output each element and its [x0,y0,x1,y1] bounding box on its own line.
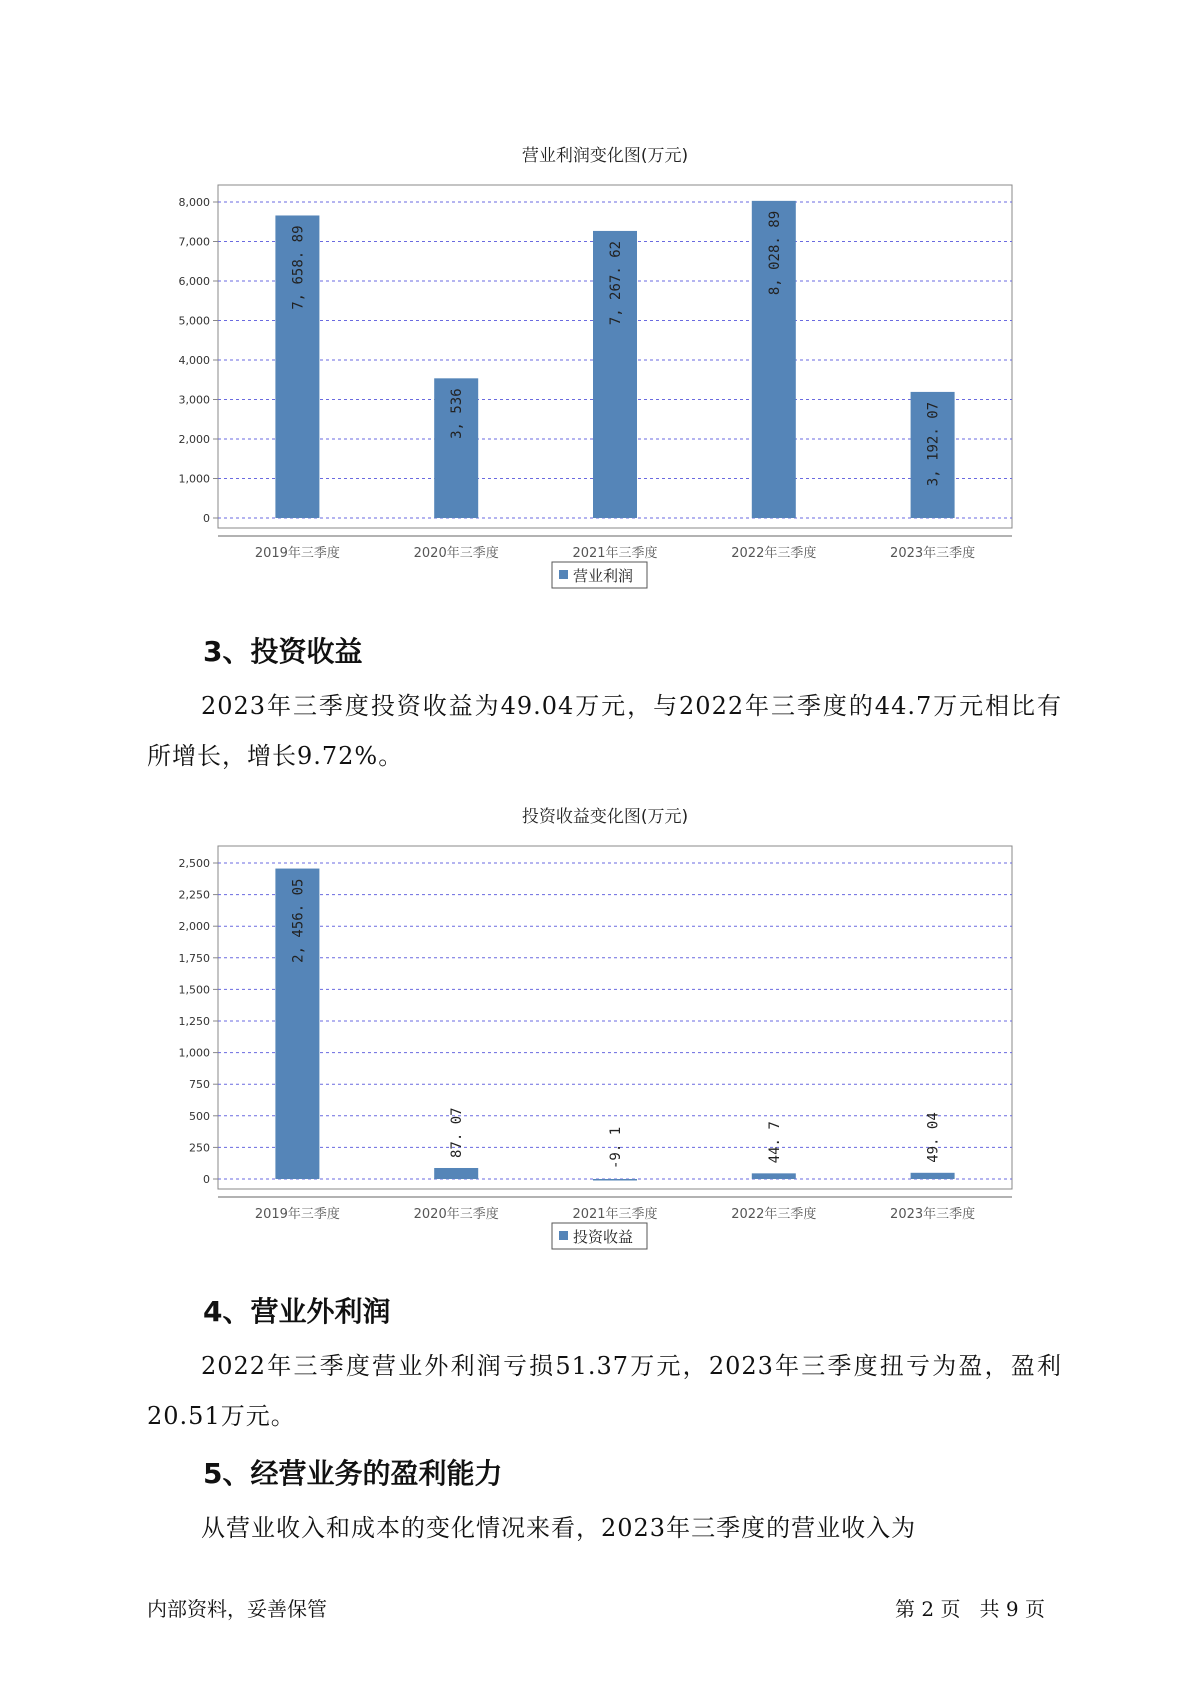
chart2-category-label: 2022年三季度 [731,1207,817,1222]
section-5-paragraph: 从营业收入和成本的变化情况来看，2023年三季度的营业收入为 [201,1514,917,1542]
chart2-category-label: 2021年三季度 [572,1207,658,1222]
chart1-ytick-label: 7,000 [178,235,210,249]
chart1-category-label: 2023年三季度 [890,546,976,561]
chart1-data-label: 8, 028. 89 [766,210,783,296]
investment-income-chart-svg [0,796,1191,1256]
chart2-ytick-label: 500 [189,1109,210,1123]
section-5-heading: 5、经营业务的盈利能力 [203,1457,503,1490]
chart2-bar [593,1179,637,1181]
section-4-heading: 4、营业外利润 [203,1295,391,1328]
chart1-ytick-label: 1,000 [178,472,210,486]
investment-income-chart [0,796,1191,1256]
chart2-bar [434,1168,478,1179]
chart2-category-label: 2020年三季度 [413,1207,499,1222]
chart2-ytick-label: 2,250 [178,888,210,902]
chart1-ytick-label: 4,000 [178,354,210,367]
chart2-data-label: -9. 1 [608,1126,624,1169]
chart2-ytick-label: 1,250 [178,1015,210,1028]
chart1-ytick-label: 3,000 [178,393,210,407]
chart1-data-label: 7, 658. 89 [290,225,307,310]
chart2-bar [911,1173,955,1179]
chart2-legend [552,1223,647,1249]
chart1-ytick-label: 0 [203,512,210,525]
chart1-data-label: 7, 267. 62 [608,240,624,326]
chart1-category-label: 2022年三季度 [731,546,817,561]
chart2-data-label: 49. 04 [925,1112,942,1163]
chart1-legend-swatch [559,570,568,579]
chart2-ytick-label: 2,500 [178,857,210,870]
chart2-bar [752,1173,796,1179]
chart1-title: 营业利润变化图(万元) [521,146,689,166]
operating-profit-chart-svg [0,135,1191,595]
chart1-legend-label: 营业利润 [573,567,634,585]
chart2-ytick-label: 750 [189,1078,210,1092]
chart2-data-label: 2, 456. 05 [290,878,307,963]
footer-page-number: 第 2 页 共 9 页 [895,1597,1045,1621]
chart2-category-label: 2023年三季度 [890,1207,976,1222]
chart2-data-label: 87. 07 [449,1107,466,1158]
chart1-category-label: 2020年三季度 [413,546,499,561]
chart2-ytick-label: 0 [203,1173,210,1186]
chart1-category-label: 2019年三季度 [254,546,340,561]
operating-profit-chart [0,135,1191,595]
chart2-ytick-label: 2,000 [178,920,210,934]
chart1-ytick-label: 2,000 [178,433,210,446]
chart2-legend-label: 投资收益 [573,1228,634,1246]
chart1-data-label: 3, 536 [449,388,466,439]
chart2-ytick-label: 250 [189,1141,210,1155]
section-4-paragraph: 2022年三季度营业外利润亏损51.37万元，2023年三季度扭亏为盈，盈利20.51万元。 [147,1352,1062,1430]
chart2-category-label: 2019年三季度 [254,1207,340,1222]
footer-confidential-note: 内部资料，妥善保管 [147,1597,327,1621]
chart2-ytick-label: 1,000 [178,1046,210,1060]
chart1-ytick-label: 5,000 [178,314,210,328]
section-3-paragraph: 2023年三季度投资收益为49.04万元，与2022年三季度的44.7万元相比有所增长，增长9.72%。 [147,692,1062,770]
chart1-legend [552,562,647,588]
section-3-heading: 3、投资收益 [203,635,363,668]
chart1-data-label: 3, 192. 07 [925,401,942,487]
chart2-ytick-label: 1,750 [178,951,210,965]
chart2-ytick-label: 1,500 [178,983,210,997]
chart1-category-label: 2021年三季度 [572,546,658,561]
chart2-title: 投资收益变化图(万元) [521,807,689,827]
chart2-data-label: 44. 7 [766,1121,783,1164]
chart1-ytick-label: 6,000 [178,275,210,288]
chart1-ytick-label: 8,000 [178,196,210,209]
chart2-legend-swatch [559,1231,568,1240]
